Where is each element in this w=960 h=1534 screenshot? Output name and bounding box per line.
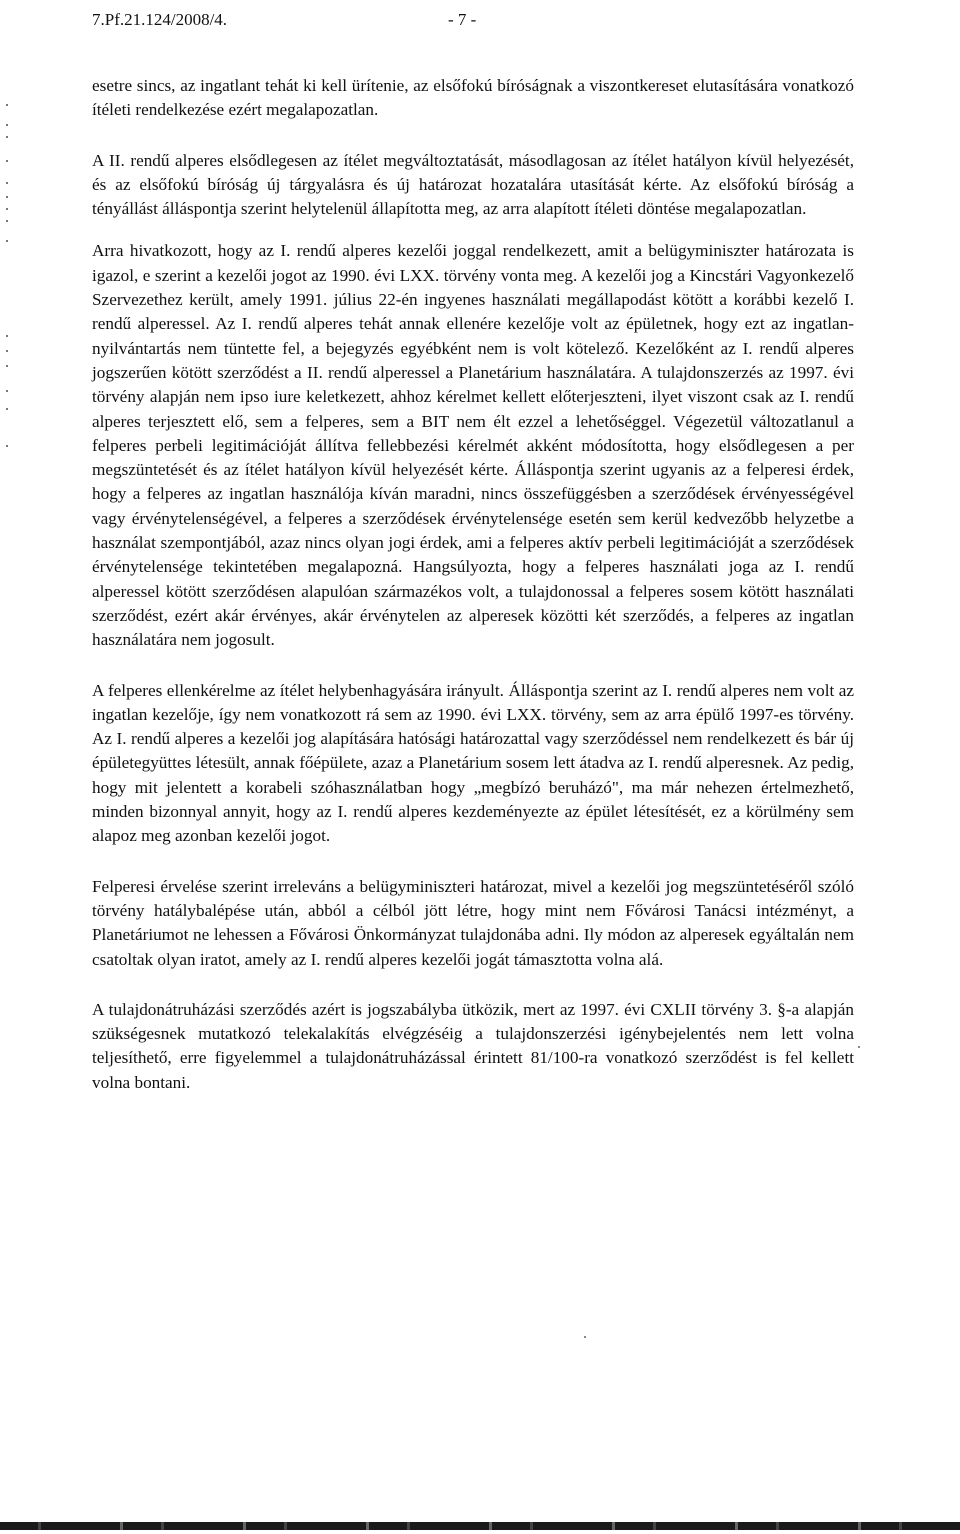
paragraph-6: A tulajdonátruházási szerződés azért is jogszabályba ütközik, mert az 1997. évi CXLII törvény 3. §-a alapján szükségesnek mutatkozó telekalakítás elvégzéséig a tulajdonszerzési igénybejelentés nem lett volna teljesíthető, erre figyelemmel a tulajdonátruházással érintett 81/100-ra vonatkozó szerződést is fel kellett volna bontani. [92, 999, 854, 1092]
document-body [92, 74, 854, 1121]
scan-edge [0, 1522, 960, 1530]
scan-speck [584, 1336, 586, 1338]
paragraph-1: esetre sincs, az ingatlant tehát ki kell ürítenie, az elsőfokú bíróságnak a viszontkereset elutasítására vonatkozó ítéleti rendelkezése ezért megalapozatlan. [92, 76, 854, 120]
scan-speck [858, 1046, 860, 1048]
page-number: - 7 - [448, 10, 477, 29]
margin-marks [6, 90, 12, 470]
paragraph-4: A felperes ellenkérelme az ítélet helybenhagyására irányult. Álláspontja szerint az I. rendű alperes nem volt az ingatlan kezelője, így nem vonatkozott rá sem az 1990. évi LXX. törvény, sem az arra épülő 1997-es törvény. Az I. rendű alperes a kezelői jog alapítására hatósági határozattal vagy szerződéssel nem rendelkezett és bár új épületegyüttes létesült, annak főépülete, azaz a Planetárium sosem lett átadva az I. rendű alperesnek. Az pedig, hogy mit jelentett a korabeli szóhasználatban hogy „megbízó beruházó", ma már nehezen értelmezhető, minden bizonnyal annyit, hogy az I. rendű alperes kezdeményezte az épület létesítését, ez a körülmény sem alapoz meg azonban kezelői jogot. [92, 680, 854, 846]
paragraph-3: Arra hivatkozott, hogy az I. rendű alperes kezelői joggal rendelkezett, amit a belügyminiszter határozata is igazol, e szerint a kezelői jogot az 1990. évi LXX. törvény vonta meg. A kezelői jog a Kincstári Vagyonkezelő Szervezethez került, amely 1991. július 22-én ingyenes használati megállapodást kötött a korábbi kezelő I. rendű alperessel. Az I. rendű alperes tehát annak ellenére kezelője volt az épületnek, hogy ezt az ingatlan-nyilvántartás nem tüntette fel, a bejegyzés egyébként nem is volt kötelező. Kezelőként az I. rendű alperes jogszerűen kötött szerződést a II. rendű alperessel a Planetárium használatára. A tulajdonszerzés az 1997. évi törvény alapján nem ipso iure keletkezett, ahhoz kérelmet kellett előterjeszteni, ilyet viszont csak az I. rendű alperes terjesztett elő, sem a felperes, sem a BIT nem élt ezzel a lehetőséggel. Végezetül változatlanul a felperes perbeli legitimációját állítva fellebbezési kérelmét akként módosította, hogy elsődlegesen a per megszüntetését és az ítélet hatályon kívül helyezését kérte. Álláspontja szerint ugyanis az a felperesi érdek, hogy a felperes az ingatlan használója kíván maradni, nincs összefüggésben a szerződések érvényességével vagy érvénytelenségével, a felperes a szerződések érvénytelensége esetén sem kerül kedvezőbb helyzetbe a használat szempontjából, azaz nincs olyan jogi érdek, ami a felperes aktív perbeli legitimációját a szerződések érvénytelensége tekintetében megalapozná. Hangsúlyozta, hogy a felperes használati joga az I. rendű alperessel kötött szerződésen alapulóan származékos volt, a tulajdonossal a felperes sosem kötött használati szerződést, ezért akár érvényes, akár érvénytelen az alperesek közötti két szerződés, a felperes az ingatlan használatára nem jogosult. [92, 241, 854, 650]
paragraph-2: A II. rendű alperes elsődlegesen az ítélet megváltoztatását, másodlagosan az ítélet hatályon kívül helyezését, és az elsőfokú bíróság új tárgyalásra és új határozat hozatalára utasítását kérte. Az elsőfokú bíróság a tényállást álláspontja szerint helytelenül állapította meg, az arra alapított ítéleti döntése megalapozatlan. [92, 150, 854, 219]
page-header [92, 6, 872, 34]
paragraph-5: Felperesi érvelése szerint irreleváns a belügyminiszteri határozat, mivel a kezelői jog megszüntetéséről szóló törvény hatálybalépése után, abból a célból jött létre, hogy mint nem Fővárosi Tanácsi intézményt, a Planetáriumot ne lehessen a Fővárosi Önkormányzat tulajdonába adni. Ily módon az alperesek egyáltalán nem csatoltak olyan iratot, amely az I. rendű alperes kezelői jogát támasztotta volna alá. [92, 876, 854, 969]
case-reference: 7.Pf.21.124/2008/4. [92, 10, 228, 29]
